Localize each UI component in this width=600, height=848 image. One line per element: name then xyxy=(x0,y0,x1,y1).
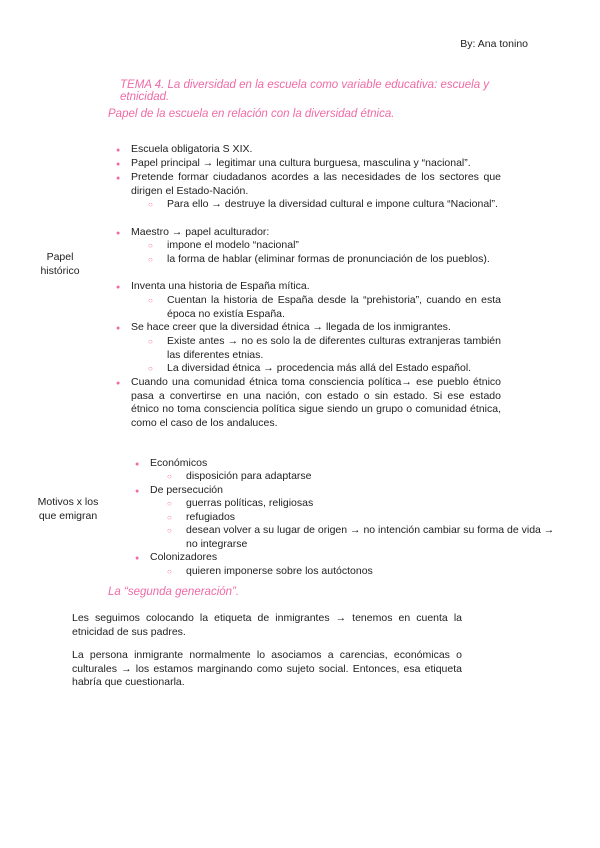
list-item: ○ impone el modelo “nacional” xyxy=(167,239,501,253)
list-item: ○ Para ello → destruye la diversidad cultural e impone cultura “Nacional”. xyxy=(167,198,501,212)
list-item: ● Cuando una comunidad étnica toma consciencia política→ ese pueblo étnico pasa a convertirse en una nación, con estado o sin estado. Si ese estado étnico no toma consciencia política sigue siendo un grupo o comunidad étnica, como el caso de los andaluces. xyxy=(131,376,501,430)
list-item: ● Escuela obligatoria S XIX. xyxy=(131,143,501,157)
page-title: TEMA 4. La diversidad en la escuela como variable educativa: escuela y etnicidad. xyxy=(120,79,490,103)
list-item: ● Papel principal → legitimar una cultura burguesa, masculina y “nacional”. xyxy=(131,157,501,171)
list-item: ● Maestro → papel aculturador: xyxy=(131,226,501,240)
list-item: ● Inventa una historia de España mítica. xyxy=(131,280,501,294)
list-item: ● Económicos xyxy=(150,457,560,471)
list-item: ○ disposición para adaptarse xyxy=(186,470,562,484)
side-label-motivos: Motivos x los que emigran xyxy=(37,496,99,522)
list-item: ○ Cuentan la historia de España desde la “prehistoria”, cuando en esta época no existía España. xyxy=(167,294,501,321)
list-item: ○ La diversidad étnica → procedencia más allá del Estado español. xyxy=(167,362,501,376)
list-item: ● De persecución xyxy=(150,484,560,498)
section-title-segunda: La “segunda generación”. xyxy=(108,586,240,598)
list-item: ○ quieren imponerse sobre los autóctonos xyxy=(186,565,562,579)
list-item: ○ refugiados xyxy=(186,511,562,525)
list-item: ○ Existe antes → no es solo la de diferentes culturas extranjeras también las diferentes etnias. xyxy=(167,335,501,362)
list-item: ● Se hace creer que la diversidad étnica → llegada de los inmigrantes. xyxy=(131,321,501,335)
paragraph: Les seguimos colocando la etiqueta de inmigrantes → tenemos en cuenta la etnicidad de sus padres. xyxy=(72,612,462,638)
author-line: By: Ana tonino xyxy=(460,38,528,50)
list-item: ○ la forma de hablar (eliminar formas de pronunciación de los pueblos). xyxy=(167,253,501,267)
side-label-papel: Papel histórico xyxy=(40,251,80,277)
paragraph: La persona inmigrante normalmente lo asociamos a carencias, económicas o culturales → los estamos marginando como sujeto social. Entonces, esa etiqueta habría que cuestionarla. xyxy=(72,649,462,689)
section-title: Papel de la escuela en relación con la diversidad étnica. xyxy=(108,108,395,120)
list-item: ○ guerras políticas, religiosas xyxy=(186,497,562,511)
list-item: ● Pretende formar ciudadanos acordes a las necesidades de los sectores que dirigen el Estado-Nación. xyxy=(131,171,501,198)
list-item: ● Colonizadores xyxy=(150,551,560,565)
list-item: ○ desean volver a su lugar de origen → no intención cambiar su forma de vida → no integrarse xyxy=(186,524,564,551)
